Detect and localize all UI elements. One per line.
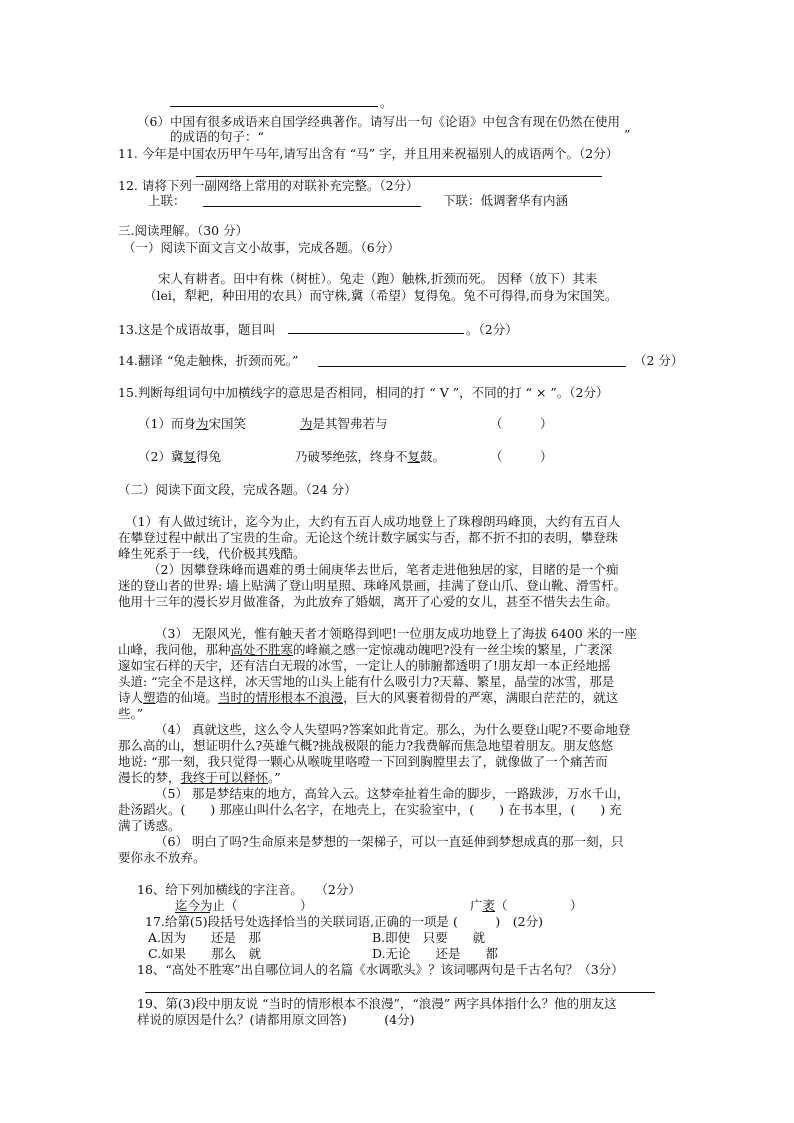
answer-line[interactable]	[145, 992, 655, 993]
period: 。	[380, 95, 393, 110]
p4-line: 那么高的山，想证明什么?英雄气概?挑战极限的能力?我费解而焦急地望着朋友。朋友悠悠	[118, 738, 614, 753]
q13-points: 。（2分）	[466, 322, 518, 337]
q15-row2-a: （2）冀复得兔	[138, 449, 221, 464]
p3-line: 些。”	[118, 706, 144, 721]
q15-row1-b: 为是其智弗若与	[300, 416, 388, 431]
q15-row2-b: 乃破琴绝弦，终身不复鼓。	[295, 449, 446, 464]
q16-text: 16、给下列加横线的字注音。 （2分）	[137, 882, 361, 897]
q17-option-b[interactable]: B.即使 只要 就	[372, 930, 486, 945]
q15-row1-answer[interactable]: （ ）	[490, 416, 553, 431]
passage-line2: （lei，犁耙，种田用的农具）而守株,冀（希望）复得兔。兔不可得得,而身为宋国笑。	[144, 288, 618, 303]
answer-line[interactable]	[318, 366, 626, 367]
p4-line: 漫长的梦，我终于可以释怀。”	[118, 770, 281, 785]
passage-line1: 宋人有耕者。田中有株（树桩）。兔走（跑）触株,折颈而死。 因释（放下）其耒	[158, 271, 598, 286]
q19-line: 样说的原因是什么？(请都用原文回答) (4分)	[137, 1012, 415, 1027]
p5-line: 赴汤蹈火。( ) 那座山叫什么名字，在地壳上，在实验室中，( ) 在书本里，( ) 充	[118, 802, 622, 817]
p3-line: 山峰，我问他，那种高处不胜寒的峰巅之感一定惊魂动魄吧?没有一丝尘埃的繁星，广袤深	[118, 642, 613, 657]
q17-option-d[interactable]: D.无论 还是 都	[372, 946, 499, 961]
q11: 11. 今年是中国农历甲午马年,请写出含有 “马” 字，并且用来祝福别人的成语两个。（2分）	[118, 146, 619, 161]
p2-line: 迷的登山者的世界: 墙上贴满了登山明星照、珠峰风景画，挂满了登山爪、登山靴、滑雪杆。	[118, 578, 627, 593]
q14-text: 14.翻译 “兔走触株，折颈而死。”	[118, 353, 299, 368]
q15-row2-answer[interactable]: （ ）	[490, 449, 553, 464]
p6-line: （6） 明白了吗?生命原来是梦想的一架梯子，可以一直延伸到梦想成真的那一刻，只	[155, 834, 624, 849]
q15-row1-a: （1）而身为宋国笑	[138, 416, 246, 431]
p1-line: 峰生死系于一线，代价极其残酷。	[118, 546, 306, 561]
q12: 12. 请将下列一副网络上常用的对联补充完整。（2分）	[118, 178, 419, 193]
part1-title: （一）阅读下面文言文小故事，完成各题。（6分）	[123, 240, 400, 255]
q17-option-c[interactable]: C.如果 那么 就	[148, 946, 262, 961]
q12-down: 下联：低调奢华有内涵	[443, 193, 569, 208]
p6-line: 要你永不放弃。	[118, 850, 206, 865]
q13-text: 13.这是个成语故事，题目叫	[118, 322, 276, 337]
q17-text: 17.给第(5)段括号处选择恰当的关联词语,正确的一项是 ( ) (2分)	[145, 914, 543, 929]
q18: 18、“高处不胜寒”出自哪位词人的名篇《水调歌头》？该词哪两句是千古名句？（3分）	[137, 962, 624, 977]
q12-up-label: 上联：	[148, 193, 186, 208]
p4-line: （4） 真就这些，这么令人失望吗?答案如此肯定。那么，为什么要登山呢?不要命地登	[155, 722, 631, 737]
q14-points: （2 分）	[634, 353, 684, 368]
answer-line[interactable]	[170, 106, 378, 107]
p4-line: 地说: “那一刻，我只觉得一颗心从喉咙里咯噔一下回到胸膛里去了，就像做了一个痛苦而	[118, 754, 608, 769]
q6-line2-end: ”	[624, 127, 631, 142]
q6-line2-start: 的成语的句子：“	[170, 129, 264, 144]
p2-line: （2）因攀登珠峰而遇难的勇士闹庚华去世后，笔者走进他独居的家，目睹的是一个痴	[148, 562, 619, 577]
p2-line: 他用十三年的漫长岁月做准备，为此放弃了婚姻，离开了心爱的女儿，甚至不惜失去生命。	[118, 594, 619, 609]
q16-word1-underline	[175, 912, 210, 913]
q15-text: 15.判断每组词句中加横线字的意思是否相同，相同的打 “ V ”，不同的打 “ × ”。（2分）	[118, 385, 609, 400]
section3-title: 三.阅读理解。（30 分）	[118, 223, 249, 238]
answer-line[interactable]	[288, 333, 464, 334]
p3-line: 诗人塑造的仙境。当时的情形根本不浪漫，巨大的风裹着彻骨的严寒，满眼白茫茫的，就这	[118, 690, 619, 705]
part2-title: （二）阅读下面文段，完成各题。（24 分）	[118, 482, 357, 497]
answer-line[interactable]	[203, 206, 421, 207]
q6-line1: （6）中国有很多成语来自国学经典著作。请写出一句《论语》中包含有现在仍然在使用	[137, 114, 620, 129]
p3-line: 邃如宝石样的天宇，还有洁白无瑕的冰雪，一定让人的肺腑都透明了!朋友却一本正经地摇	[118, 658, 611, 673]
q16-word2: 广袤（ ）	[470, 898, 583, 913]
p1-line: 在攀登过程中献出了宝贵的生命。无论这个统计数字属实与否，都不折不扣的表明，攀登珠	[118, 530, 619, 545]
p3-line: （3） 无限风光，惟有触天者才领略得到吧!一位朋友成功地登上了海拔 6400 米的一座	[155, 626, 637, 641]
p1-line: （1）有人做过统计，迄今为止，大约有五百人成功地登上了珠穆朗玛峰顶，大约有五百人	[125, 514, 621, 529]
p3-line: 头道: “完全不是这样，冰天雪地的山头上能有什么吸引力?天幕、繁星，晶莹的冰雪，那是	[118, 674, 615, 689]
q17-option-a[interactable]: A.因为 还是 那	[148, 930, 262, 945]
p5-line: 满了诱惑。	[118, 818, 181, 833]
q16-word1: 迄今为止（ ）	[175, 898, 313, 913]
q19-line: 19、第(3)段中朋友说 “当时的情形根本不浪漫”，“浪漫” 两字具体指什么？他的朋友这	[137, 996, 617, 1011]
answer-line[interactable]	[196, 176, 602, 177]
p5-line: （5） 那是梦结束的地方，高耸入云。这梦牵扯着生命的脚步，一路跋涉，万水千山，	[155, 786, 630, 801]
